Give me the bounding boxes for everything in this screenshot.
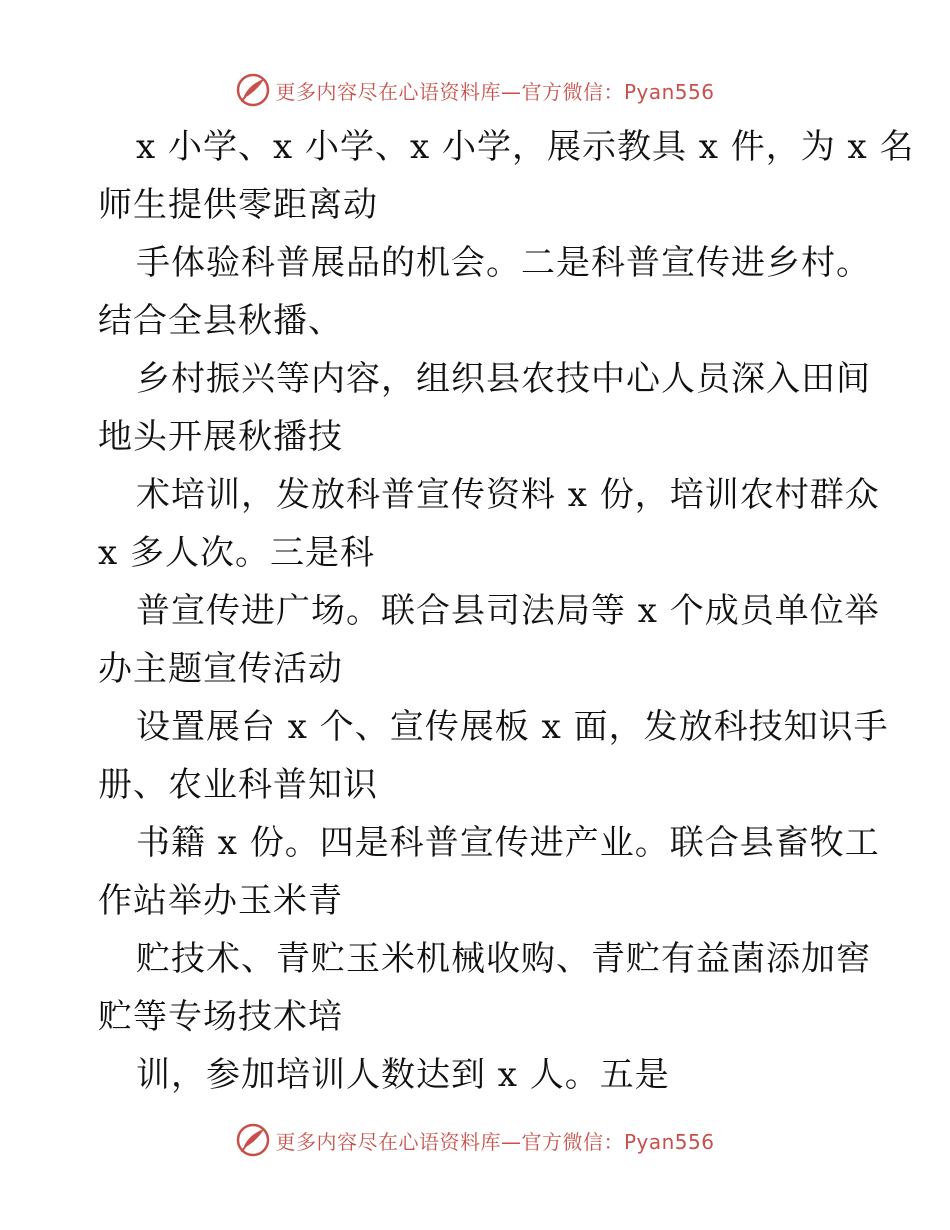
watermark-text: 更多内容尽在心语资料库—官方微信：Pyan556	[275, 1129, 715, 1154]
text-line: 贮等专场技术培	[98, 997, 343, 1037]
text-line: x 小学、x 小学、x 小学，展示教具 x 件，为 x 名	[136, 127, 915, 167]
text-line: 师生提供零距离动	[98, 185, 378, 225]
text-line: 作站举办玉米青	[98, 881, 343, 921]
text-line: 结合全县秋播、	[98, 301, 343, 341]
text-line: 册、农业科普知识	[98, 765, 378, 805]
header-watermark	[0, 70, 950, 110]
text-line: x 多人次。三是科	[98, 533, 375, 573]
feather-pen-logo-icon	[235, 1122, 271, 1158]
text-line: 手体验科普展品的机会。二是科普宣传进乡村。	[136, 243, 871, 283]
text-line: 地头开展秋播技	[98, 417, 343, 457]
text-line: 普宣传进广场。联合县司法局等 x 个成员单位举	[136, 591, 880, 631]
text-line: 设置展台 x 个、宣传展板 x 面，发放科技知识手	[136, 707, 889, 747]
footer-watermark	[0, 1120, 950, 1160]
text-line: 贮技术、青贮玉米机械收购、青贮有益菌添加窖	[136, 939, 871, 979]
watermark-text: 更多内容尽在心语资料库—官方微信：Pyan556	[275, 79, 715, 104]
feather-pen-logo-icon	[235, 72, 271, 108]
text-line: 乡村振兴等内容，组织县农技中心人员深入田间	[136, 359, 871, 399]
text-line: 办主题宣传活动	[98, 649, 343, 689]
text-line: 训，参加培训人数达到 x 人。五是	[136, 1055, 670, 1095]
text-line: 书籍 x 份。四是科普宣传进产业。联合县畜牧工	[136, 823, 880, 863]
document-body	[98, 118, 915, 1104]
text-line: 术培训，发放科普宣传资料 x 份，培训农村群众	[136, 475, 880, 515]
